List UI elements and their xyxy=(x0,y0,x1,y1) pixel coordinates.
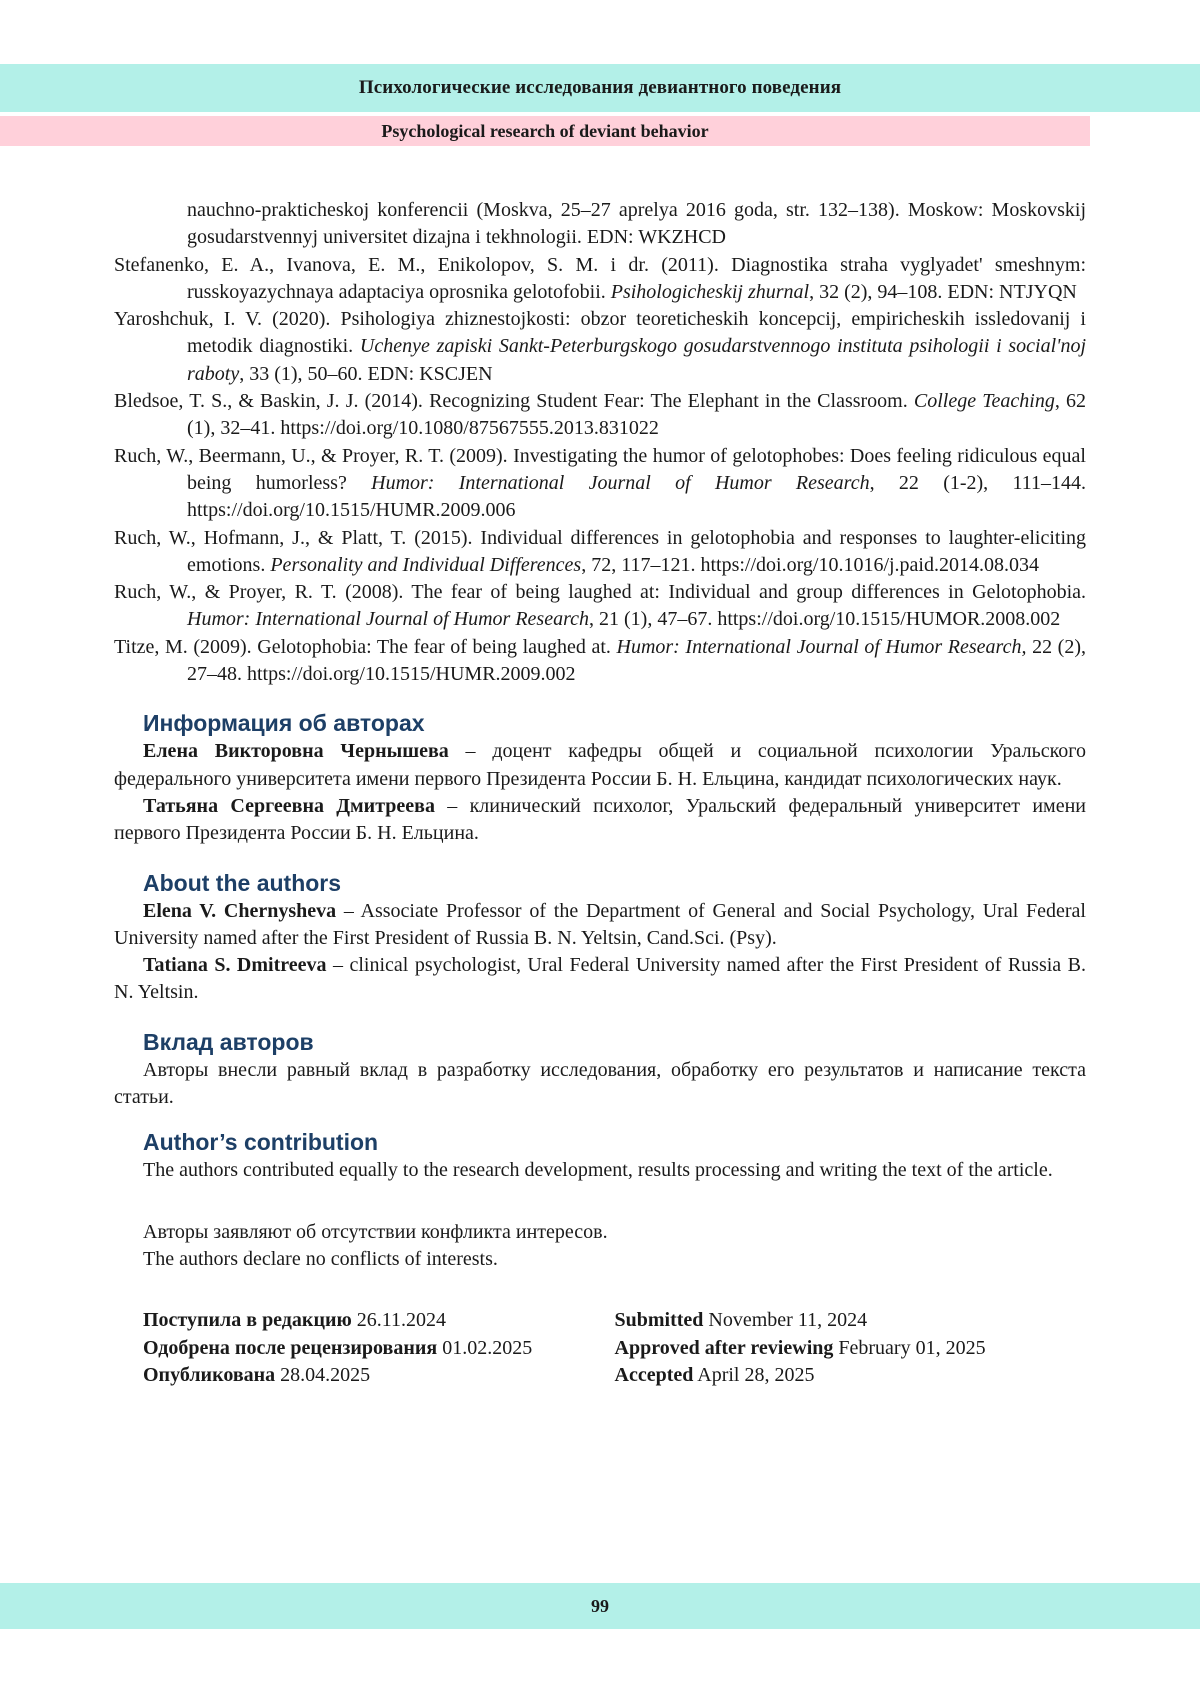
contribution-en-heading: Author’s contribution xyxy=(143,1129,379,1156)
contribution-en-text: The authors contributed equally to the research development, results processing and writing the text of the article. xyxy=(143,1159,1053,1182)
authors-ru-heading: Информация об авторах xyxy=(143,710,425,737)
reference-list xyxy=(114,197,1086,688)
dates-en xyxy=(615,1307,1087,1389)
reference-item: Ruch, W., Beermann, U., & Proyer, R. T. (2009). Investigating the humor of gelotophobes: Does feeling ridiculous equal being humorless? Humor: International Journal of Humor Research, 22 (1-2), 111–144. https://doi.org/10.1515/HUMR.2009.006 xyxy=(114,444,1086,522)
contribution-ru-text: Авторы внесли равный вклад в разработку исследования, обработку его результатов и написание текста статьи. xyxy=(114,1058,1086,1109)
journal-title-en: Psychological research of deviant behavior xyxy=(381,120,709,141)
author-en-2: Tatiana S. Dmitreeva – clinical psychologist, Ural Federal University named after the First President of Russia B. N. Yeltsin. xyxy=(114,954,1086,1004)
date-approved-ru: Одобрена после рецензирования 01.02.2025 xyxy=(143,1336,533,1359)
reference-item: Ruch, W., & Proyer, R. T. (2008). The fear of being laughed at: Individual and group differences in Gelotophobia. Humor: International Journal of Humor Research, 21 (1), 47–67. https://doi.org/10.1515/HUMOR.2008.002 xyxy=(114,581,1086,631)
publication-dates xyxy=(114,1307,1086,1389)
date-approved-en: Approved after reviewing February 01, 2025 xyxy=(614,1336,986,1359)
date-accepted-en: Accepted April 28, 2025 xyxy=(614,1363,815,1386)
reference-item: Stefanenko, E. A., Ivanova, E. M., Enikolopov, S. M. i dr. (2011). Diagnostika straha vyglyadet' smeshnym: russkoyazychnaya adaptaciya oprosnika gelotofobii. Psihologicheskij zhurnal, 32 (2), 94–108. EDN: NTJYQN xyxy=(114,253,1086,303)
author-en-1: Elena V. Chernysheva – Associate Professor of the Department of General and Social Psychology, Ural Federal University named after the First President of Russia B. N. Yeltsin, Cand.Sci. (Psy). xyxy=(114,899,1086,949)
author-ru-2: Татьяна Сергеевна Дмитреева – клинический психолог, Уральский федеральный университет имени первого Президента России Б. Н. Ельцина. xyxy=(114,794,1086,845)
date-submitted-ru: Поступила в редакцию 26.11.2024 xyxy=(143,1309,447,1332)
reference-item: Yaroshchuk, I. V. (2020). Psihologiya zhiznestojkosti: obzor teoreticheskih koncepcij, empiricheskih issledovanij i metodik diagnostiki. Uchenye zapiski Sankt-Peterburgskogo gosudarstvennogo instituta psihologii i social'noj raboty, 33 (1), 50–60. EDN: KSCJEN xyxy=(114,308,1086,385)
journal-title-ru: Психологические исследования девиантного поведения xyxy=(358,77,842,98)
reference-item: Bledsoe, T. S., & Baskin, J. J. (2014). Recognizing Student Fear: The Elephant in the Classroom. College Teaching, 62 (1), 32–41. https://doi.org/10.1080/87567555.2013.831022 xyxy=(114,390,1086,440)
footer-band xyxy=(0,1583,1200,1629)
reference-item: nauchno-prakticheskoj konferencii (Moskva, 25–27 aprelya 2016 goda, str. 132–138). Moskow: Moskovskij gosudarstvennyj universitet dizajna i tekhnologii. EDN: WKZHCD xyxy=(187,199,1086,249)
page-content xyxy=(114,197,1086,1389)
date-published-ru: Опубликована 28.04.2025 xyxy=(143,1363,371,1386)
contribution-ru-heading: Вклад авторов xyxy=(143,1028,314,1055)
conflict-en: The authors declare no conflicts of interests. xyxy=(143,1247,498,1270)
authors-en-heading: About the authors xyxy=(143,869,342,896)
journal-title-ru-band xyxy=(0,64,1200,112)
author-ru-1: Елена Викторовна Чернышева – доцент кафедры общей и социальной психологии Уральского федерального университета имени первого Президента России Б. Н. Ельцина, кандидат психологических наук. xyxy=(114,740,1086,790)
journal-title-en-band xyxy=(0,116,1090,146)
page-number: 99 xyxy=(591,1595,609,1616)
reference-item: Titze, M. (2009). Gelotophobia: The fear of being laughed at. Humor: International Journal of Humor Research, 22 (2), 27–48. https://doi.org/10.1515/HUMR.2009.002 xyxy=(114,635,1086,686)
date-submitted-en: Submitted November 11, 2024 xyxy=(614,1309,868,1332)
dates-ru xyxy=(143,1307,615,1389)
conflict-ru: Авторы заявляют об отсутствии конфликта интересов. xyxy=(143,1220,608,1243)
reference-item: Ruch, W., Hofmann, J., & Platt, T. (2015). Individual differences in gelotophobia and responses to laughter-eliciting emotions. Personality and Individual Differences, 72, 117–121. https://doi.org/10.1016/j.paid.2014.08.034 xyxy=(114,526,1086,576)
